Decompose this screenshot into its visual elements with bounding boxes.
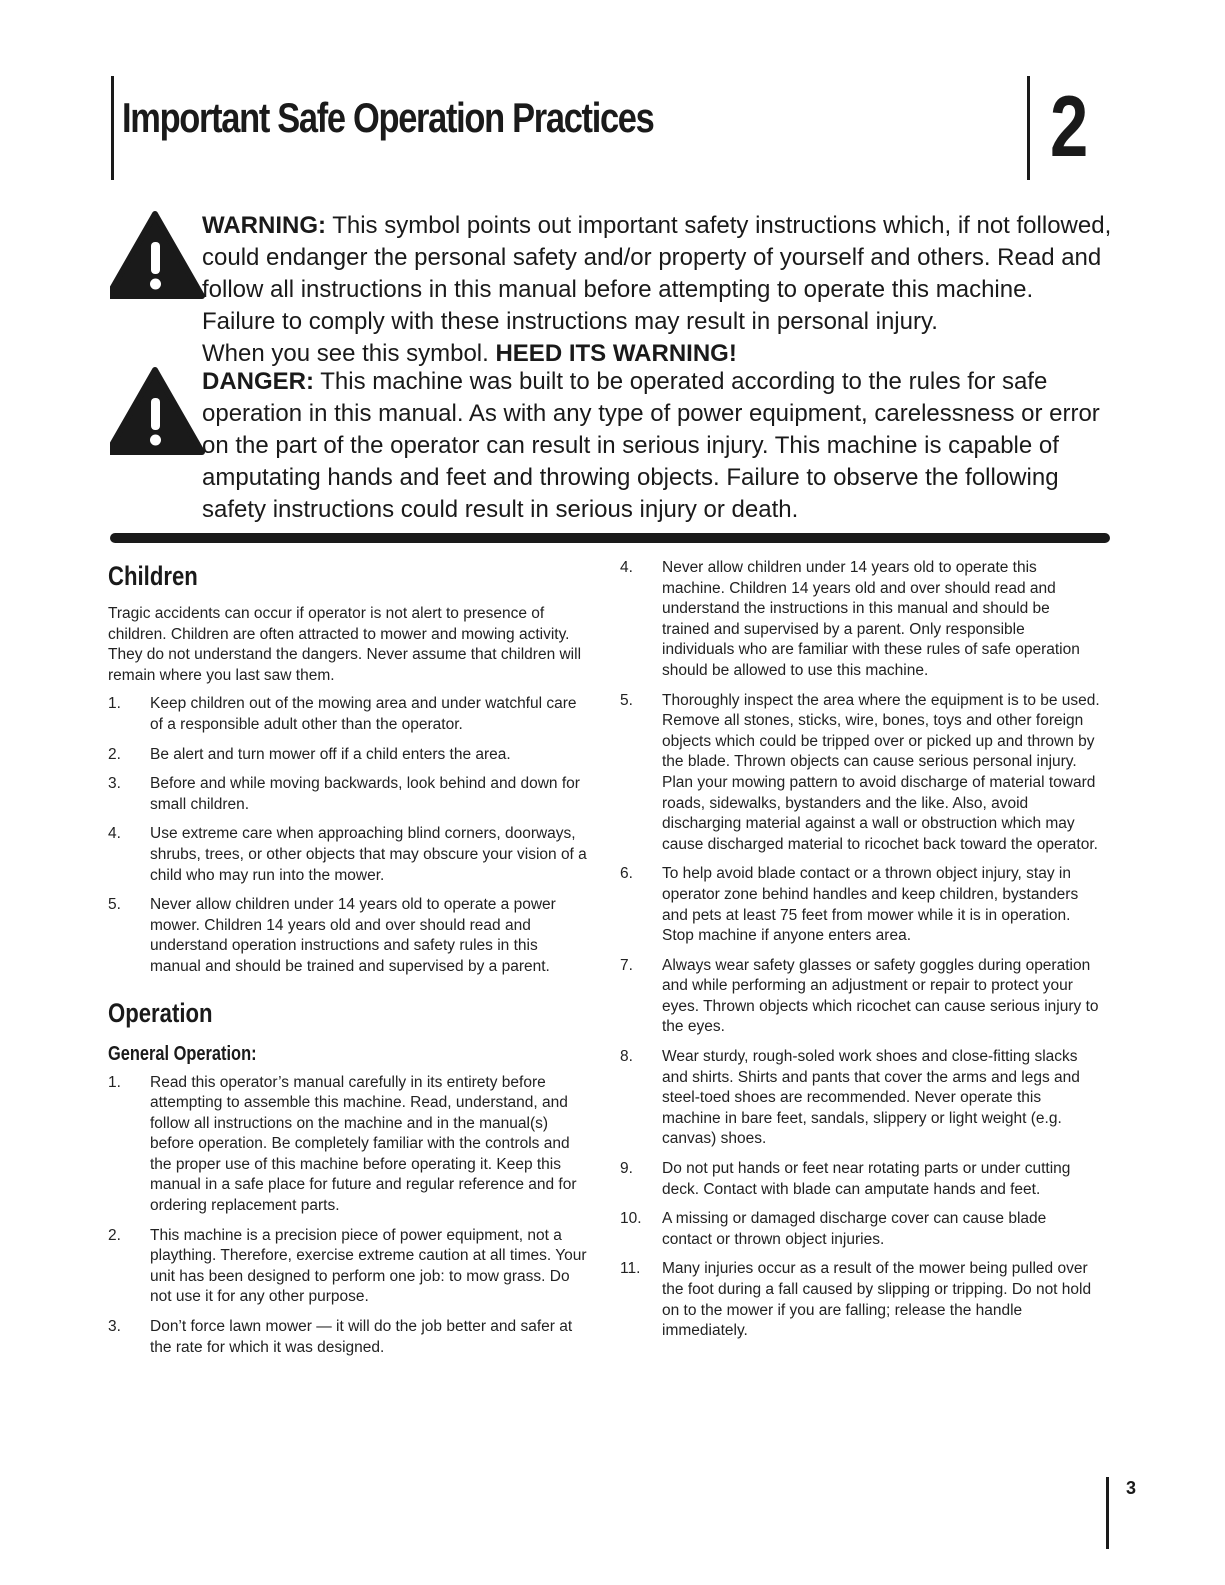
page-number: 3: [1126, 1478, 1137, 1498]
children-heading: Children: [108, 561, 198, 591]
list-item: [108, 1073, 590, 1217]
list-item: [108, 895, 590, 977]
list-item: [108, 745, 590, 766]
operation-list-continued: [620, 558, 1100, 1342]
list-item-text: Thoroughly inspect the area where the equipment is to be used. Remove all stones, sticks, wire, bones, toys and other foreign objects which could be tripped over or picked up and thrown by the blade. Thrown objects can cause serious personal injury. Plan your mowing pattern to avoid discharge of material toward roads, sidewalks, bystanders and the like. Also, avoid discharging material against a wall or obstruction which may cause discharged material to ricochet back toward the operator.: [662, 691, 1100, 853]
list-item-number: 4.: [108, 825, 121, 843]
section-divider: [110, 533, 1110, 543]
list-item-text: Never allow children under 14 years old to operate a power mower. Children 14 years old and over should read and understand operation instructions and safety rules in this manual and should be trained and supervised by a parent.: [150, 896, 556, 975]
danger-body: This machine was built to be operated according to the rules for safe operation in this manual. As with any type of power equipment, carelessness or error on the part of the operator can result in serious injury. This machine is capable of amputating hands and feet and throwing objects. Failure to observe the following safety instructions could result in serious injury or death.: [202, 368, 1100, 523]
list-item: [620, 1259, 1100, 1341]
list-item: [108, 694, 590, 735]
list-item-number: 11.: [620, 1260, 641, 1278]
header-rule-left: [111, 76, 114, 180]
list-item-number: 5.: [620, 691, 633, 709]
warning-text: [202, 210, 1112, 370]
chapter-number: 2: [1050, 79, 1089, 175]
list-item-number: 8.: [620, 1048, 633, 1066]
list-item-number: 2.: [108, 745, 121, 763]
list-item: [108, 1226, 590, 1308]
list-item-number: 3.: [108, 775, 121, 793]
danger-text: [202, 366, 1112, 526]
list-item-text: A missing or damaged discharge cover can cause blade contact or thrown object injuries.: [662, 1210, 1047, 1248]
header-rule-right: [1027, 76, 1030, 180]
general-operation-subheading: General Operation:: [108, 1042, 257, 1065]
page-title: Important Safe Operation Practices: [122, 94, 654, 141]
operation-heading: Operation: [108, 997, 213, 1028]
danger-lead: DANGER:: [202, 368, 314, 395]
list-item-number: 9.: [620, 1160, 633, 1178]
list-item: [620, 956, 1100, 1038]
list-item-number: 2.: [108, 1226, 121, 1244]
footer-rule: [1106, 1477, 1109, 1549]
list-item-text: Read this operator’s manual carefully in its entirety before attempting to assemble this machine. Read, understand, and follow all instructions on the machine and in the manual(s) before operation. Be completely familiar with the controls and the proper use of this machine before operating it. Keep this manual in a safe place for future and regular reference and for ordering replacement parts.: [150, 1073, 577, 1215]
list-item-text: Many injuries occur as a result of the mower being pulled over the foot during a fall caused by slipping or tripping. Do not hold on to the mower if you are falling; release the handle immediately.: [662, 1260, 1092, 1340]
warning-triangle-icon: [110, 366, 210, 456]
list-item: [108, 824, 590, 886]
list-item-number: 5.: [108, 896, 121, 914]
list-item-text: Keep children out of the mowing area and under watchful care of a responsible adult other than the operator.: [150, 695, 577, 733]
list-item-number: 10.: [620, 1210, 642, 1228]
list-item-number: 1.: [108, 1073, 121, 1091]
warning-block: [110, 210, 1120, 367]
children-list: [108, 694, 590, 977]
list-item-text: Wear sturdy, rough-soled work shoes and close-fitting slacks and shirts. Shirts and pants that cover the arms and legs and steel-toed shoes are recommended. Never operate this machine in bare feet, sandals, slippery or light weight (e.g. canvas) shoes.: [662, 1048, 1080, 1148]
warning-lead: WARNING:: [202, 212, 326, 239]
list-item: [620, 691, 1100, 856]
danger-block: [110, 366, 1120, 526]
children-intro: Tragic accidents can occur if operator is not alert to presence of children. Children are often attracted to mower and mowing activity. They do not understand the dangers. Never assume that children will remain where you last saw them.: [108, 605, 582, 684]
list-item: [620, 1209, 1100, 1250]
list-item-text: Always wear safety glasses or safety goggles during operation and while performing an adjustment or repair to protect your eyes. Thrown objects which ricochet can cause serious injury to the eyes.: [662, 956, 1099, 1036]
list-item: [620, 558, 1100, 682]
warning-line2-prefix: When you see this symbol.: [202, 340, 496, 367]
list-item-text: Before and while moving backwards, look behind and down for small children.: [150, 775, 580, 813]
warning-body: This symbol points out important safety instructions which, if not followed, could endanger the personal safety and/or property of yourself and others. Read and follow all instructions in this manual before attempting to operate this machine. Failure to comply with these instructions may result in personal injury.: [202, 212, 1112, 335]
list-item-text: Never allow children under 14 years old to operate this machine. Children 14 years old and over should read and understand the instructions in this manual and should be trained and supervised by a parent. Only responsible individuals who are familiar with these rules of safe operation should be allowed to use this machine.: [662, 559, 1080, 679]
list-item: [620, 1159, 1100, 1200]
list-item-text: Do not put hands or feet near rotating parts or under cutting deck. Contact with blade can amputate hands and feet.: [662, 1160, 1071, 1198]
list-item-text: Be alert and turn mower off if a child enters the area.: [150, 745, 511, 763]
operation-list: [108, 1073, 590, 1359]
right-column: [620, 558, 1100, 1351]
list-item-number: 1.: [108, 695, 121, 713]
warning-triangle-icon: [110, 210, 210, 300]
list-item-number: 6.: [620, 865, 633, 883]
list-item-number: 3.: [108, 1318, 121, 1336]
list-item: [620, 1047, 1100, 1150]
list-item-text: Use extreme care when approaching blind corners, doorways, shrubs, trees, or other objects that may obscure your vision of a child who may run into the mower.: [150, 825, 587, 884]
list-item: [108, 1317, 590, 1358]
list-item-text: To help avoid blade contact or a thrown object injury, stay in operator zone behind handles and keep children, bystanders and pets at least 75 feet from mower while it is in operation. Stop machine if anyone enters area.: [662, 865, 1079, 945]
list-item-text: Don’t force lawn mower — it will do the job better and safer at the rate for which it was designed.: [150, 1318, 573, 1356]
list-item-number: 4.: [620, 559, 633, 576]
list-item: [108, 774, 590, 815]
list-item: [620, 864, 1100, 946]
list-item-number: 7.: [620, 956, 633, 974]
warning-heed: HEED ITS WARNING!: [495, 340, 737, 367]
list-item-text: This machine is a precision piece of power equipment, not a plaything. Therefore, exercise extreme caution at all times. Your unit has been designed to perform one job: to mow grass. Do not use it for any other purpose.: [150, 1226, 587, 1306]
left-column: [108, 558, 590, 1367]
